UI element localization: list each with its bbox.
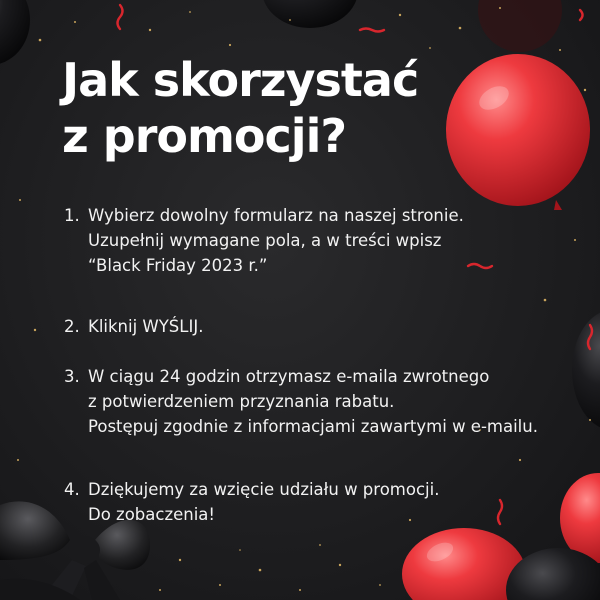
step-text-line: Uzupełnij wymagane pola, a w treści wpisz: [88, 231, 442, 250]
black-balloon-right: [572, 310, 600, 430]
step-text-line: Wybierz dowolny formularz na naszej stronie.: [88, 206, 464, 225]
black-balloon-top: [262, 0, 358, 28]
title-line-2: z promocji?: [62, 109, 347, 163]
step-number: 4.: [64, 480, 80, 499]
step-number: 3.: [64, 367, 80, 386]
step-text-line: Postępuj zgodnie z informacjami zawartymi w e-mailu.: [88, 417, 538, 436]
step-number: 2.: [64, 317, 80, 336]
step-3: [64, 364, 574, 439]
step-1: [64, 203, 574, 278]
step-2: [64, 314, 574, 339]
step-number: 1.: [64, 206, 80, 225]
step-text-line: z potwierdzeniem przyznania rabatu.: [88, 392, 395, 411]
step-text-line: W ciągu 24 godzin otrzymasz e-maila zwrotnego: [88, 367, 490, 386]
step-text-line: “Black Friday 2023 r.”: [88, 256, 268, 275]
step-text-line: Dziękujemy za wzięcie udziału w promocji.: [88, 480, 440, 499]
step-text-line: Kliknij WYŚLIJ.: [88, 317, 204, 336]
step-4: [64, 477, 574, 527]
page-title: [62, 52, 418, 164]
red-balloon-right: [446, 54, 590, 210]
title-line-1: Jak skorzystać: [62, 53, 419, 107]
black-balloon-top-left: [0, 0, 30, 65]
step-text-line: Do zobaczenia!: [88, 505, 216, 524]
